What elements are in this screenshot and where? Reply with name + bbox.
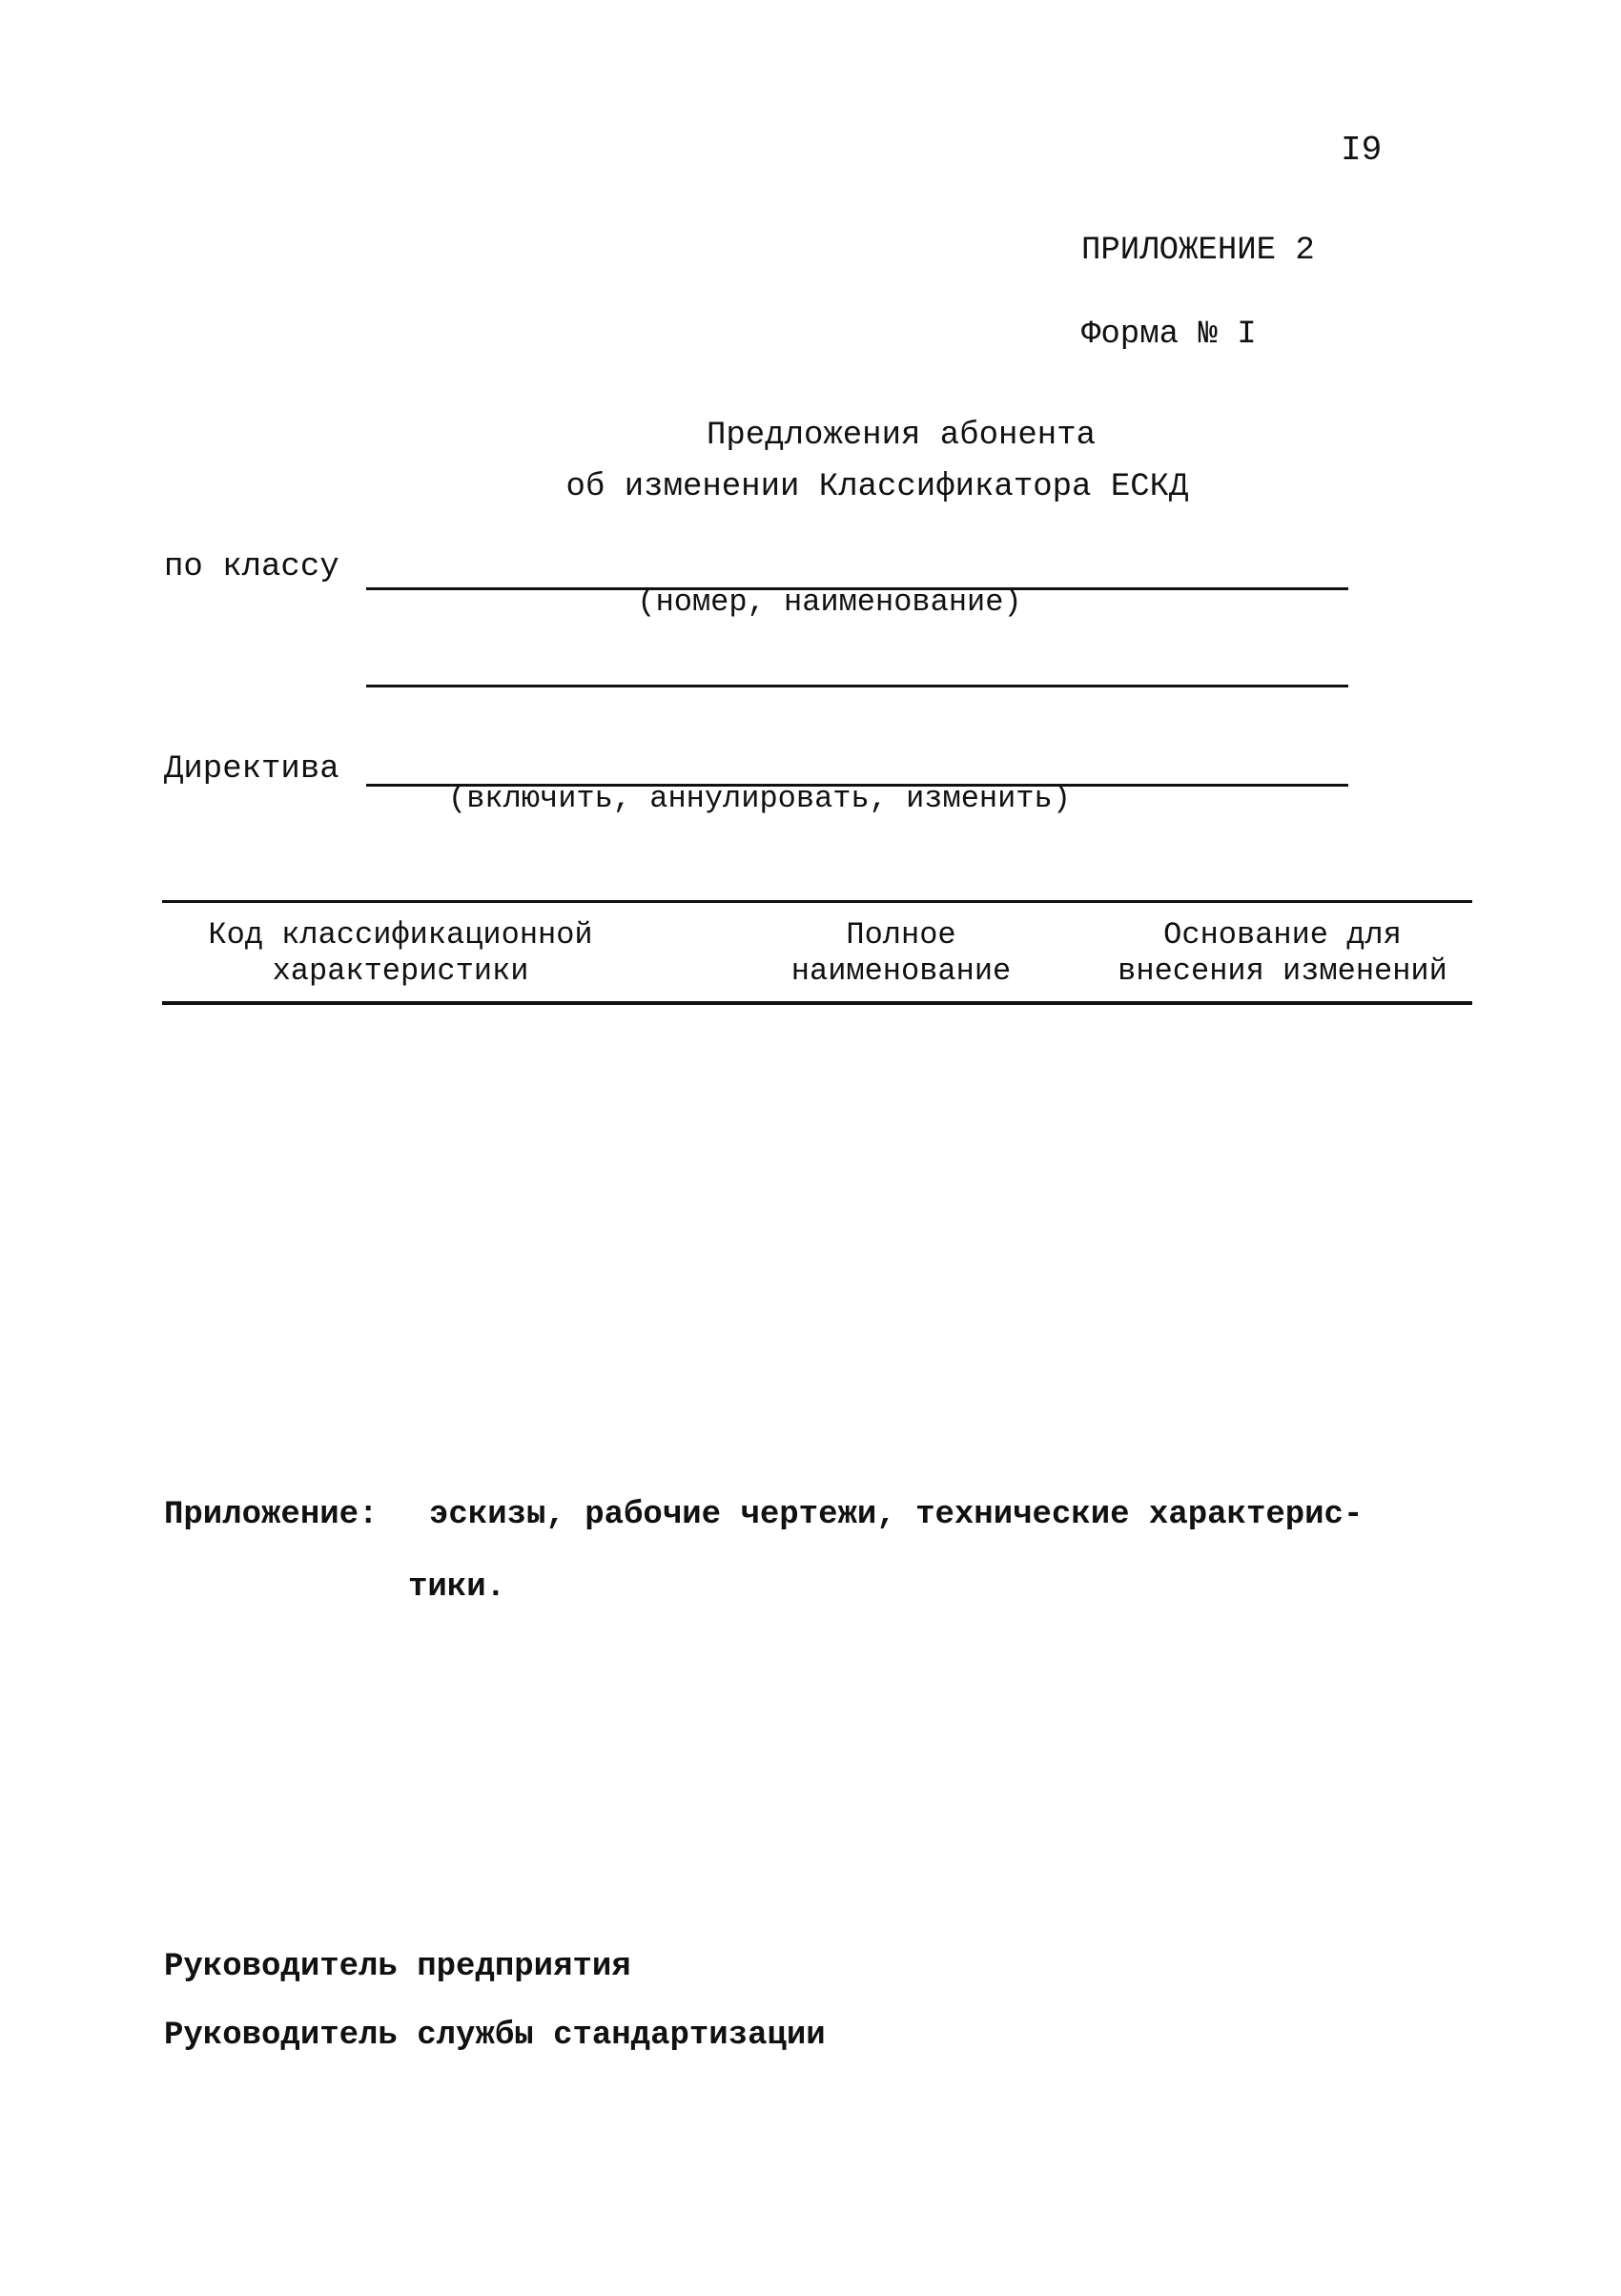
table-top-rule (162, 900, 1472, 903)
attachment-text-line1: эскизы, рабочие чертежи, технические характерис- (429, 1497, 1364, 1533)
directive-label: Директива (164, 751, 339, 788)
appendix-label: ПРИЛОЖЕНИЕ 2 (1081, 233, 1315, 269)
table-bottom-rule (162, 1001, 1472, 1005)
header-code-line2: характеристики (272, 953, 529, 989)
header-basis (1087, 917, 1478, 990)
header-code-line1: Код классификационной (208, 917, 593, 953)
header-code (162, 917, 639, 990)
form-label: Форма № I (1081, 317, 1257, 353)
header-full-name-line2: наименование (790, 953, 1012, 989)
attachment-label: Приложение: (164, 1497, 379, 1533)
class-caption: (номер, наименование) (637, 584, 1022, 620)
title-line-1: Предложения абонента (706, 418, 1097, 454)
header-full-name-line1: Полное (846, 917, 956, 953)
page-number: I9 (1341, 131, 1383, 170)
attachment-text-line2: тики. (408, 1569, 506, 1606)
class-label: по классу (164, 549, 339, 585)
class-second-line[interactable] (366, 685, 1348, 687)
header-basis-line2: внесения изменений (1118, 953, 1447, 989)
directive-caption: (включить, аннулировать, изменить) (448, 781, 1071, 816)
header-full-name (744, 917, 1058, 990)
signature-enterprise-head: Руководитель предприятия (164, 1949, 631, 1985)
signature-standardization-head: Руководитель службы стандартизации (164, 2018, 826, 2054)
header-basis-line1: Основание для (1163, 917, 1402, 953)
title-line-2: об изменении Классификатора ЕСКД (565, 469, 1189, 505)
